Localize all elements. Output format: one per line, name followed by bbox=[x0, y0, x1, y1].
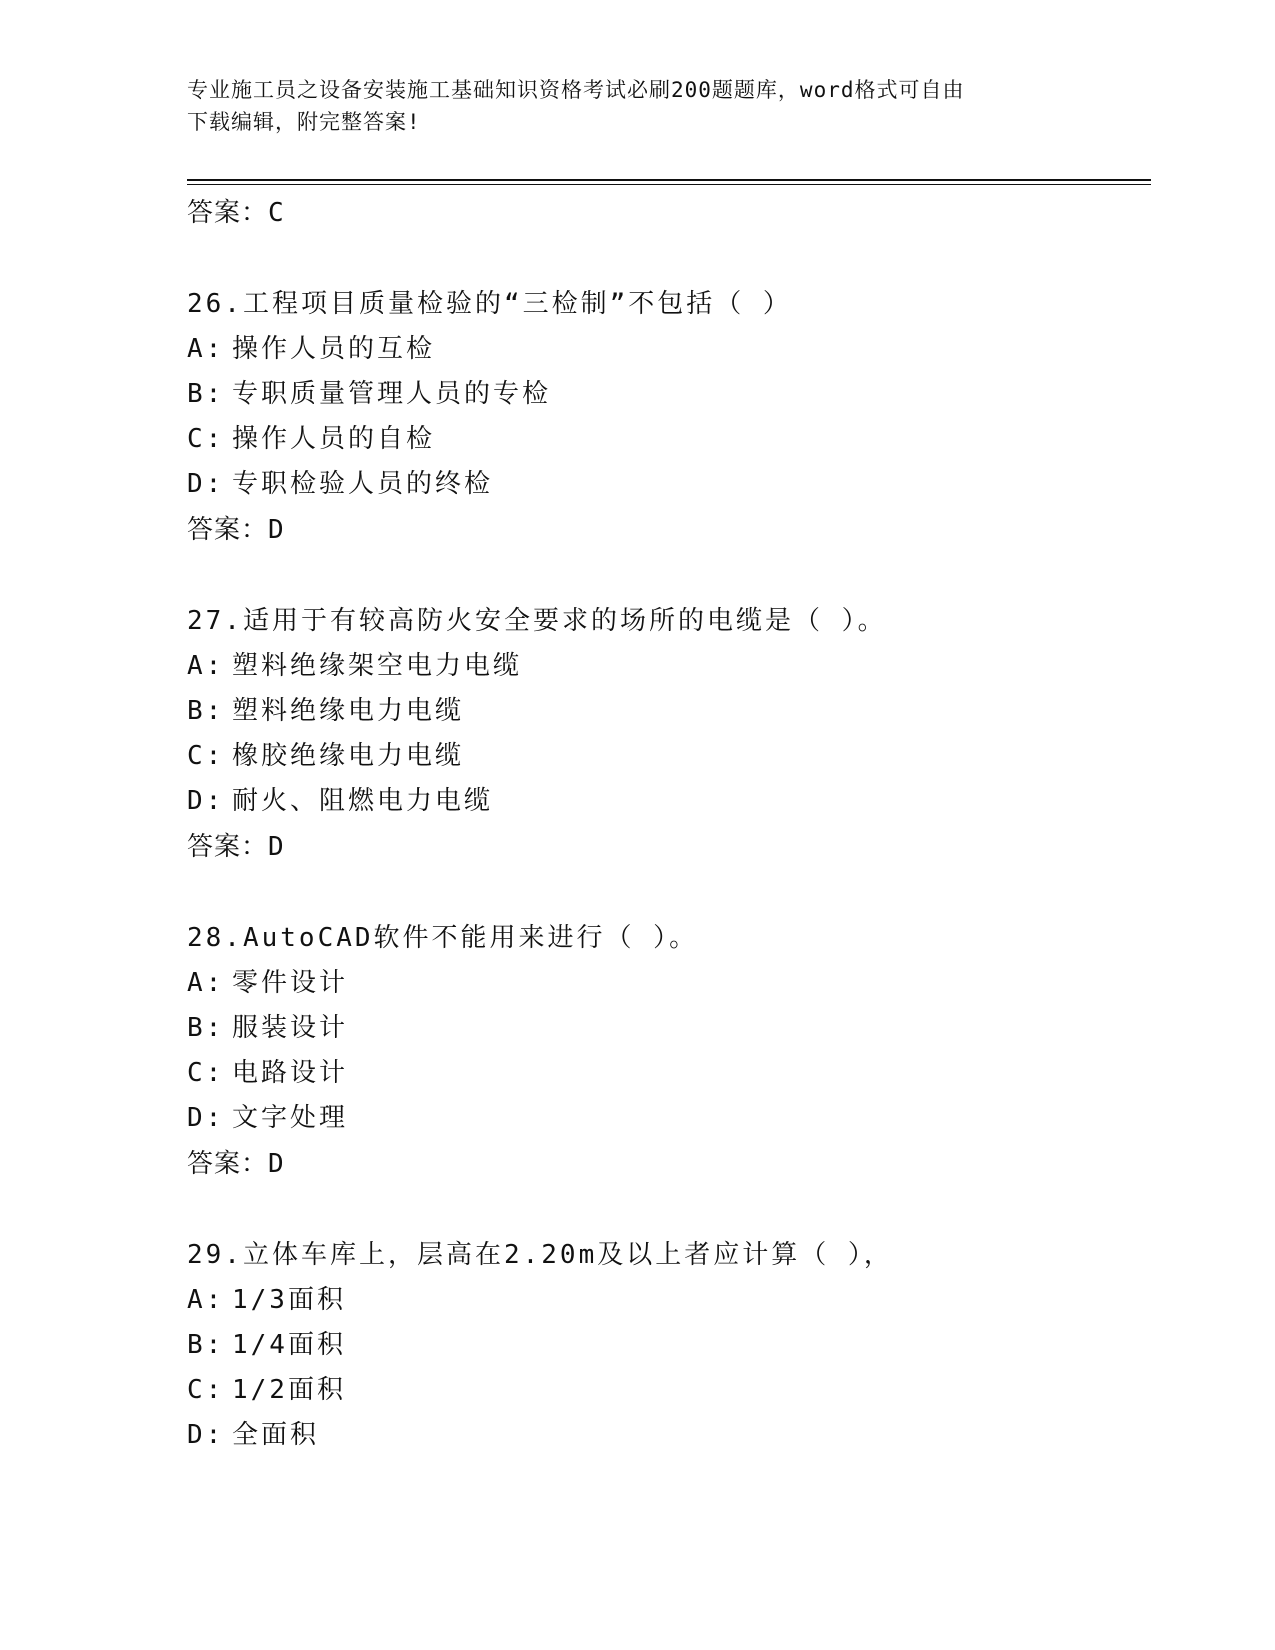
option-text: 操作人员的互检 bbox=[232, 334, 436, 364]
option-text: 服装设计 bbox=[232, 1013, 349, 1043]
option-b bbox=[187, 689, 1147, 734]
option-text: 塑料绝缘电力电缆 bbox=[232, 696, 465, 726]
option-letter: D: bbox=[187, 1420, 225, 1450]
header-line-2: 下载编辑，附完整答案! bbox=[187, 110, 421, 134]
option-letter: A: bbox=[187, 334, 225, 364]
spacer bbox=[187, 870, 1147, 915]
option-a bbox=[187, 327, 1147, 372]
option-text: 电路设计 bbox=[232, 1058, 349, 1088]
option-letter: C: bbox=[187, 424, 225, 454]
document-header bbox=[187, 74, 1087, 138]
header-line-1: 专业施工员之设备安装施工基础知识资格考试必刷200题题库，word格式可自由 bbox=[187, 78, 965, 102]
option-letter: A: bbox=[187, 968, 225, 998]
option-a bbox=[187, 644, 1147, 689]
option-letter: B: bbox=[187, 1013, 225, 1043]
option-letter: D: bbox=[187, 1103, 225, 1133]
question-block bbox=[187, 915, 1147, 1187]
question-stem: 29.立体车库上，层高在2.20m及以上者应计算（ ）， bbox=[187, 1240, 893, 1270]
option-d bbox=[187, 1413, 1147, 1458]
question-list bbox=[187, 190, 1147, 1458]
question-stem: 28.AutoCAD软件不能用来进行（ ）。 bbox=[187, 923, 699, 953]
option-letter: C: bbox=[187, 1375, 225, 1405]
option-text: 1/4面积 bbox=[232, 1330, 346, 1360]
answer-line: 答案：D bbox=[187, 832, 285, 862]
option-text: 耐火、阻燃电力电缆 bbox=[232, 786, 494, 816]
option-b bbox=[187, 372, 1147, 417]
option-a bbox=[187, 1278, 1147, 1323]
spacer bbox=[187, 553, 1147, 598]
option-text: 全面积 bbox=[232, 1420, 320, 1450]
option-text: 专职质量管理人员的专检 bbox=[232, 379, 552, 409]
option-text: 操作人员的自检 bbox=[232, 424, 436, 454]
option-letter: A: bbox=[187, 651, 225, 681]
option-letter: B: bbox=[187, 696, 225, 726]
option-text: 1/3面积 bbox=[232, 1285, 346, 1315]
option-letter: D: bbox=[187, 786, 225, 816]
header-divider-thick bbox=[187, 179, 1151, 181]
spacer bbox=[187, 236, 1147, 281]
option-text: 1/2面积 bbox=[232, 1375, 346, 1405]
option-letter: B: bbox=[187, 379, 225, 409]
option-letter: C: bbox=[187, 741, 225, 771]
question-stem: 27.适用于有较高防火安全要求的场所的电缆是（ ）。 bbox=[187, 606, 887, 636]
option-text: 塑料绝缘架空电力电缆 bbox=[232, 651, 523, 681]
option-c bbox=[187, 417, 1147, 462]
option-a bbox=[187, 961, 1147, 1006]
option-c bbox=[187, 1368, 1147, 1413]
option-letter: D: bbox=[187, 469, 225, 499]
option-text: 零件设计 bbox=[232, 968, 349, 998]
option-c bbox=[187, 734, 1147, 779]
option-c bbox=[187, 1051, 1147, 1096]
question-block bbox=[187, 598, 1147, 870]
option-b bbox=[187, 1323, 1147, 1368]
question-block bbox=[187, 281, 1147, 553]
option-d bbox=[187, 462, 1147, 507]
option-text: 橡胶绝缘电力电缆 bbox=[232, 741, 465, 771]
question-block bbox=[187, 1232, 1147, 1458]
header-divider-thin bbox=[187, 184, 1151, 185]
option-letter: C: bbox=[187, 1058, 225, 1088]
question-stem: 26.工程项目质量检验的“三检制”不包括（ ） bbox=[187, 289, 792, 319]
option-letter: A: bbox=[187, 1285, 225, 1315]
option-d bbox=[187, 779, 1147, 824]
option-b bbox=[187, 1006, 1147, 1051]
option-text: 文字处理 bbox=[232, 1103, 349, 1133]
option-d bbox=[187, 1096, 1147, 1141]
option-letter: B: bbox=[187, 1330, 225, 1360]
answer-line: 答案：D bbox=[187, 515, 285, 545]
option-text: 专职检验人员的终检 bbox=[232, 469, 494, 499]
spacer bbox=[187, 1187, 1147, 1232]
answer-line: 答案：C bbox=[187, 198, 285, 228]
answer-line: 答案：D bbox=[187, 1149, 285, 1179]
